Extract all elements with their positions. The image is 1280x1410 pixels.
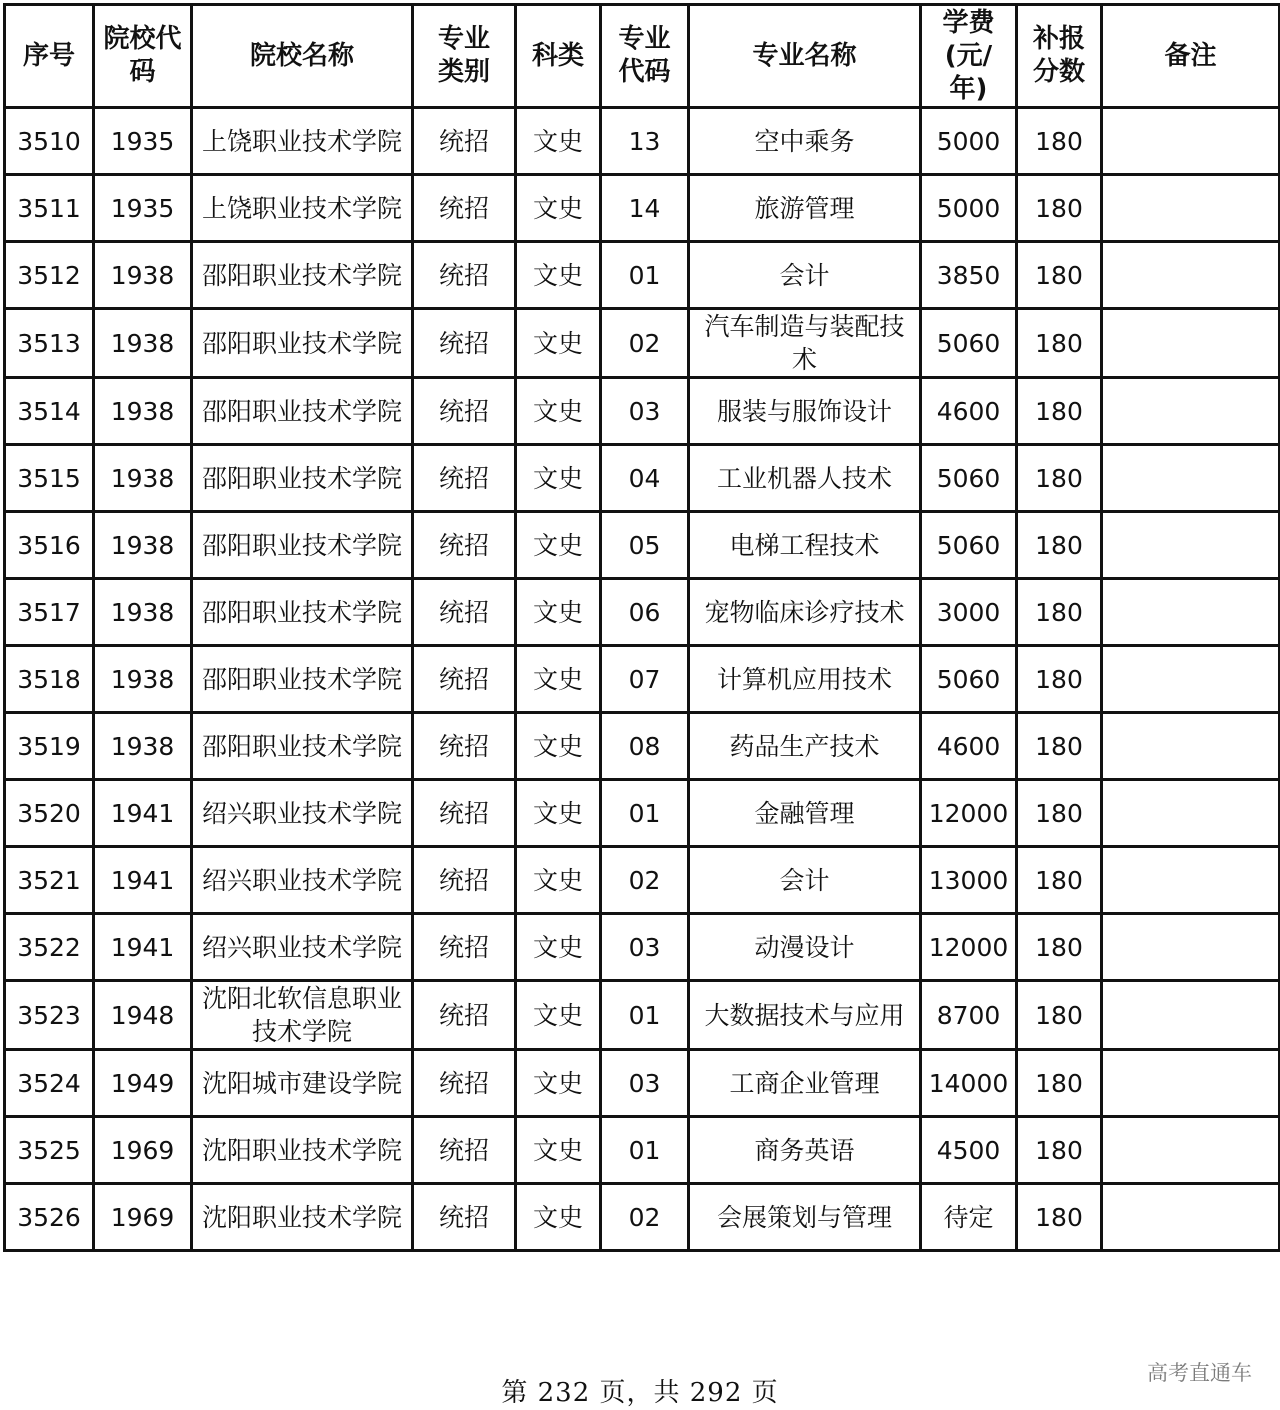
cell-major-type: 统招: [413, 1117, 516, 1184]
cell-remarks: [1102, 1117, 1280, 1184]
cell-category: 文史: [516, 1117, 601, 1184]
table-row: [5, 847, 1280, 914]
cell-school-code: 1938: [94, 512, 192, 579]
table-row: [5, 108, 1280, 175]
cell-major-type: 统招: [413, 378, 516, 445]
cell-school-name: 沈阳职业技术学院: [192, 1117, 413, 1184]
cell-score: 180: [1017, 847, 1102, 914]
cell-major-type: 统招: [413, 108, 516, 175]
cell-category: 文史: [516, 847, 601, 914]
cell-seq: 3511: [5, 175, 94, 242]
cell-major-name: 大数据技术与应用: [689, 981, 921, 1050]
cell-major-name: 宠物临床诊疗技术: [689, 579, 921, 646]
cell-score: 180: [1017, 646, 1102, 713]
cell-school-code: 1941: [94, 780, 192, 847]
cell-tuition: 5000: [921, 108, 1017, 175]
table-row: [5, 780, 1280, 847]
cell-major-code: 07: [601, 646, 689, 713]
table-row: [5, 512, 1280, 579]
cell-seq: 3522: [5, 914, 94, 981]
cell-school-code: 1938: [94, 309, 192, 378]
cell-category: 文史: [516, 378, 601, 445]
header-major-code: 专业代码: [601, 5, 689, 108]
cell-school-name: 邵阳职业技术学院: [192, 309, 413, 378]
cell-school-code: 1938: [94, 378, 192, 445]
cell-seq: 3512: [5, 242, 94, 309]
cell-score: 180: [1017, 780, 1102, 847]
cell-major-code: 02: [601, 1184, 689, 1251]
cell-major-code: 08: [601, 713, 689, 780]
cell-score: 180: [1017, 713, 1102, 780]
cell-major-type: 统招: [413, 309, 516, 378]
cell-remarks: [1102, 309, 1280, 378]
cell-seq: 3519: [5, 713, 94, 780]
header-remarks: 备注: [1102, 5, 1280, 108]
cell-category: 文史: [516, 646, 601, 713]
cell-school-name: 邵阳职业技术学院: [192, 445, 413, 512]
cell-major-name: 空中乘务: [689, 108, 921, 175]
cell-school-name: 上饶职业技术学院: [192, 108, 413, 175]
cell-remarks: [1102, 175, 1280, 242]
page-footer: 第 232 页，共 292 页: [501, 1378, 779, 1408]
cell-remarks: [1102, 847, 1280, 914]
cell-category: 文史: [516, 713, 601, 780]
cell-category: 文史: [516, 242, 601, 309]
cell-category: 文史: [516, 780, 601, 847]
cell-school-name: 邵阳职业技术学院: [192, 579, 413, 646]
cell-school-name: 绍兴职业技术学院: [192, 780, 413, 847]
table-row: [5, 579, 1280, 646]
cell-score: 180: [1017, 1117, 1102, 1184]
cell-remarks: [1102, 1050, 1280, 1117]
header-seq: 序号: [5, 5, 94, 108]
cell-school-name: 邵阳职业技术学院: [192, 512, 413, 579]
cell-remarks: [1102, 914, 1280, 981]
cell-major-code: 03: [601, 1050, 689, 1117]
cell-major-code: 01: [601, 981, 689, 1050]
cell-major-name: 金融管理: [689, 780, 921, 847]
cell-tuition: 5060: [921, 512, 1017, 579]
cell-seq: 3513: [5, 309, 94, 378]
cell-category: 文史: [516, 981, 601, 1050]
cell-school-code: 1948: [94, 981, 192, 1050]
header-major-name: 专业名称: [689, 5, 921, 108]
cell-remarks: [1102, 445, 1280, 512]
cell-major-code: 02: [601, 309, 689, 378]
cell-major-code: 01: [601, 1117, 689, 1184]
cell-major-name: 电梯工程技术: [689, 512, 921, 579]
table-row: [5, 914, 1280, 981]
cell-tuition: 5060: [921, 646, 1017, 713]
cell-category: 文史: [516, 1184, 601, 1251]
cell-tuition: 4500: [921, 1117, 1017, 1184]
header-tuition: 学费(元/年): [921, 5, 1017, 108]
table-header-row: [5, 5, 1280, 108]
cell-major-type: 统招: [413, 713, 516, 780]
cell-category: 文史: [516, 1050, 601, 1117]
cell-major-code: 01: [601, 242, 689, 309]
cell-major-name: 汽车制造与装配技术: [689, 309, 921, 378]
cell-tuition: 5000: [921, 175, 1017, 242]
cell-school-code: 1938: [94, 242, 192, 309]
cell-school-name: 邵阳职业技术学院: [192, 646, 413, 713]
cell-tuition: 5060: [921, 445, 1017, 512]
table-row: [5, 378, 1280, 445]
cell-seq: 3523: [5, 981, 94, 1050]
cell-major-code: 01: [601, 780, 689, 847]
cell-school-name: 绍兴职业技术学院: [192, 914, 413, 981]
cell-school-code: 1941: [94, 914, 192, 981]
cell-major-name: 计算机应用技术: [689, 646, 921, 713]
cell-major-code: 02: [601, 847, 689, 914]
header-major-type: 专业类别: [413, 5, 516, 108]
cell-major-code: 13: [601, 108, 689, 175]
cell-major-name: 服装与服饰设计: [689, 378, 921, 445]
cell-category: 文史: [516, 914, 601, 981]
cell-school-code: 1969: [94, 1117, 192, 1184]
cell-tuition: 14000: [921, 1050, 1017, 1117]
cell-tuition: 5060: [921, 309, 1017, 378]
cell-school-code: 1935: [94, 175, 192, 242]
cell-school-code: 1938: [94, 579, 192, 646]
cell-remarks: [1102, 1184, 1280, 1251]
table-row: [5, 646, 1280, 713]
header-score: 补报分数: [1017, 5, 1102, 108]
header-school-name: 院校名称: [192, 5, 413, 108]
cell-remarks: [1102, 512, 1280, 579]
cell-score: 180: [1017, 378, 1102, 445]
header-school-code: 院校代码: [94, 5, 192, 108]
cell-score: 180: [1017, 914, 1102, 981]
cell-school-name: 绍兴职业技术学院: [192, 847, 413, 914]
cell-school-name: 邵阳职业技术学院: [192, 242, 413, 309]
cell-score: 180: [1017, 309, 1102, 378]
cell-category: 文史: [516, 512, 601, 579]
cell-score: 180: [1017, 1184, 1102, 1251]
cell-score: 180: [1017, 981, 1102, 1050]
cell-school-name: 沈阳城市建设学院: [192, 1050, 413, 1117]
cell-score: 180: [1017, 175, 1102, 242]
cell-tuition: 4600: [921, 378, 1017, 445]
header-category: 科类: [516, 5, 601, 108]
cell-major-code: 04: [601, 445, 689, 512]
cell-major-type: 统招: [413, 242, 516, 309]
cell-school-code: 1935: [94, 108, 192, 175]
cell-seq: 3514: [5, 378, 94, 445]
cell-major-name: 会计: [689, 847, 921, 914]
cell-seq: 3520: [5, 780, 94, 847]
cell-major-type: 统招: [413, 1050, 516, 1117]
cell-tuition: 3850: [921, 242, 1017, 309]
cell-school-name: 上饶职业技术学院: [192, 175, 413, 242]
cell-category: 文史: [516, 579, 601, 646]
cell-remarks: [1102, 646, 1280, 713]
table-row: [5, 242, 1280, 309]
cell-remarks: [1102, 981, 1280, 1050]
cell-major-type: 统招: [413, 1184, 516, 1251]
table-row: [5, 713, 1280, 780]
cell-score: 180: [1017, 108, 1102, 175]
cell-remarks: [1102, 108, 1280, 175]
cell-seq: 3521: [5, 847, 94, 914]
cell-tuition: 13000: [921, 847, 1017, 914]
table-row: [5, 1184, 1280, 1251]
cell-major-name: 旅游管理: [689, 175, 921, 242]
cell-score: 180: [1017, 579, 1102, 646]
cell-major-code: 03: [601, 914, 689, 981]
cell-school-name: 沈阳职业技术学院: [192, 1184, 413, 1251]
cell-remarks: [1102, 579, 1280, 646]
cell-seq: 3510: [5, 108, 94, 175]
cell-category: 文史: [516, 309, 601, 378]
cell-seq: 3515: [5, 445, 94, 512]
cell-major-name: 工业机器人技术: [689, 445, 921, 512]
table-row: [5, 1117, 1280, 1184]
table-row: [5, 175, 1280, 242]
cell-score: 180: [1017, 1050, 1102, 1117]
cell-major-code: 03: [601, 378, 689, 445]
cell-school-name: 邵阳职业技术学院: [192, 713, 413, 780]
cell-category: 文史: [516, 108, 601, 175]
cell-school-code: 1938: [94, 445, 192, 512]
cell-tuition: 12000: [921, 914, 1017, 981]
cell-seq: 3517: [5, 579, 94, 646]
cell-tuition: 4600: [921, 713, 1017, 780]
cell-remarks: [1102, 780, 1280, 847]
cell-score: 180: [1017, 242, 1102, 309]
cell-major-type: 统招: [413, 646, 516, 713]
cell-remarks: [1102, 378, 1280, 445]
cell-major-name: 药品生产技术: [689, 713, 921, 780]
cell-major-code: 05: [601, 512, 689, 579]
cell-major-type: 统招: [413, 175, 516, 242]
cell-seq: 3518: [5, 646, 94, 713]
cell-major-type: 统招: [413, 445, 516, 512]
table-row: [5, 309, 1280, 378]
cell-school-name: 邵阳职业技术学院: [192, 378, 413, 445]
cell-tuition: 8700: [921, 981, 1017, 1050]
cell-school-name: 沈阳北软信息职业技术学院: [192, 981, 413, 1050]
table-row: [5, 1050, 1280, 1117]
watermark-text: 高考直通车: [1147, 1361, 1252, 1385]
cell-major-code: 14: [601, 175, 689, 242]
cell-category: 文史: [516, 175, 601, 242]
cell-school-code: 1949: [94, 1050, 192, 1117]
cell-seq: 3526: [5, 1184, 94, 1251]
cell-school-code: 1938: [94, 713, 192, 780]
cell-seq: 3525: [5, 1117, 94, 1184]
table-row: [5, 445, 1280, 512]
admission-table: [3, 3, 1280, 1252]
cell-major-type: 统招: [413, 914, 516, 981]
cell-major-name: 商务英语: [689, 1117, 921, 1184]
cell-category: 文史: [516, 445, 601, 512]
cell-major-type: 统招: [413, 579, 516, 646]
cell-seq: 3524: [5, 1050, 94, 1117]
cell-score: 180: [1017, 445, 1102, 512]
cell-major-type: 统招: [413, 981, 516, 1050]
cell-major-name: 会展策划与管理: [689, 1184, 921, 1251]
cell-remarks: [1102, 242, 1280, 309]
cell-tuition: 12000: [921, 780, 1017, 847]
cell-major-name: 工商企业管理: [689, 1050, 921, 1117]
cell-school-code: 1938: [94, 646, 192, 713]
cell-major-name: 动漫设计: [689, 914, 921, 981]
cell-major-name: 会计: [689, 242, 921, 309]
cell-remarks: [1102, 713, 1280, 780]
cell-major-type: 统招: [413, 847, 516, 914]
cell-seq: 3516: [5, 512, 94, 579]
cell-major-code: 06: [601, 579, 689, 646]
table-row: [5, 981, 1280, 1050]
cell-major-type: 统招: [413, 780, 516, 847]
cell-school-code: 1969: [94, 1184, 192, 1251]
cell-school-code: 1941: [94, 847, 192, 914]
cell-score: 180: [1017, 512, 1102, 579]
cell-major-type: 统招: [413, 512, 516, 579]
cell-tuition: 待定: [921, 1184, 1017, 1251]
cell-tuition: 3000: [921, 579, 1017, 646]
